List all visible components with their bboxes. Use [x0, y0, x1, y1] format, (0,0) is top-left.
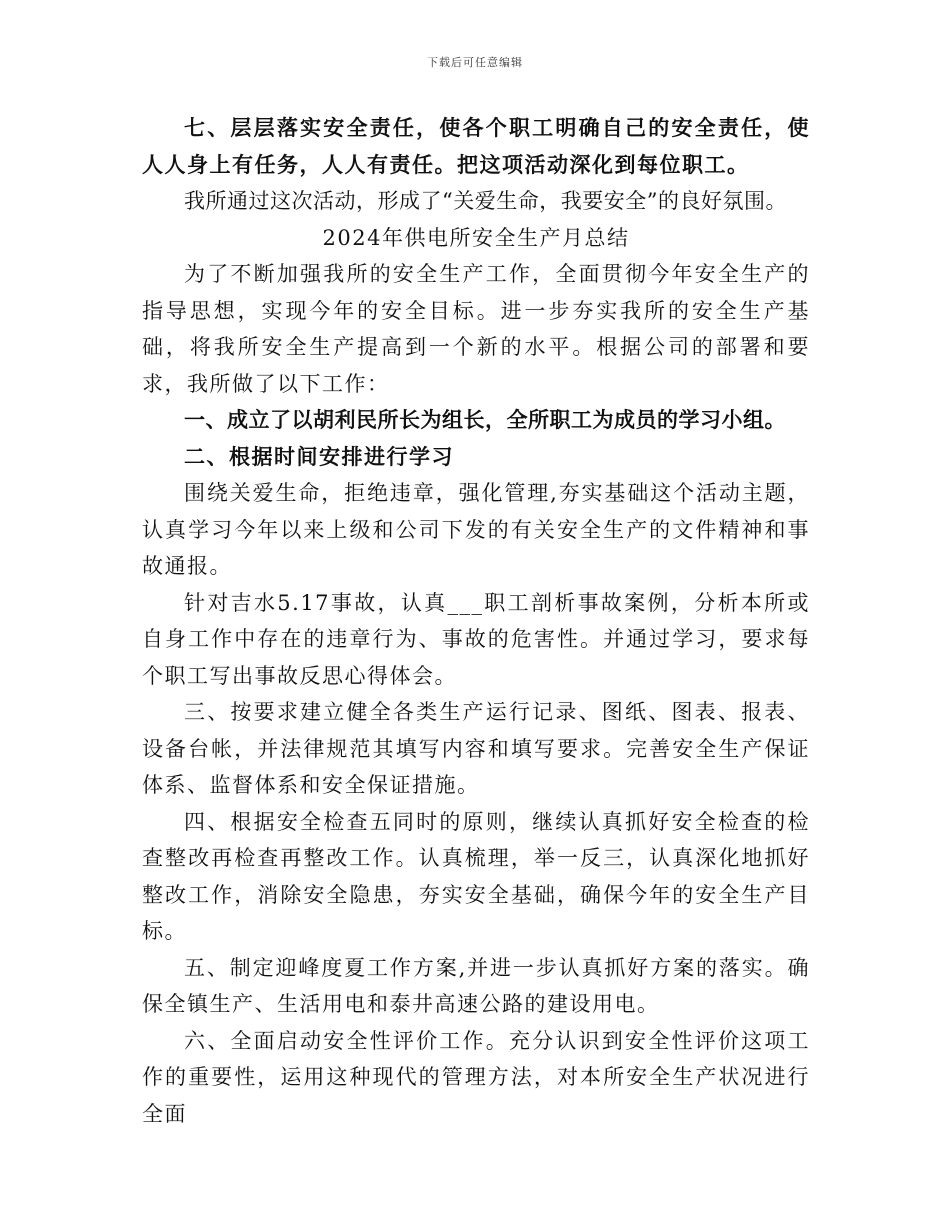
document-title: 2024年供电所安全生产月总结 — [322, 225, 630, 250]
study-theme-paragraph: 围绕关爱生命，拒绝违章，强化管理,夯实基础这个活动主题，认真学习今年以来上级和公司下发的有关安全生产的文件精神和事故通报。 — [142, 481, 810, 578]
section-six-paragraph: 六、全面启动安全性评价工作。充分认识到安全性评价这项工作的重要性，运用这种现代的管理方法，对本所安全生产状况进行全面 — [142, 1028, 810, 1126]
page-header-note: 下载后可任意编辑 — [427, 56, 523, 69]
accident-case-paragraph: 针对吉水5.17事故，认真___职工剖析事故案例，分析本所或自身工作中存在的违章行为、事故的危害性。并通过学习，要求每个职工写出事故反思心得体会。 — [142, 590, 810, 688]
section-four-paragraph: 四、根据安全检查五同时的原则，继续认真抓好安全检查的检查整改再检查再整改工作。认真梳理，举一反三，认真深化地抓好整改工作，消除安全隐患，夯实安全基础，确保今年的安全生产目标。 — [142, 809, 810, 943]
activity-outcome-paragraph: 我所通过这次活动，形成了“关爱生命，我要安全”的良好氛围。 — [184, 189, 787, 213]
section-seven-paragraph: 七、层层落实安全责任，使各个职工明确自己的安全责任，使人人身上有任务，人人有责任。把这项活动深化到每位职工。 — [142, 115, 810, 177]
section-one-heading: 一、成立了以胡利民所长为组长，全所职工为成员的学习小组。 — [184, 407, 786, 432]
section-five-paragraph: 五、制定迎峰度夏工作方案,并进一步认真抓好方案的落实。确保全镇生产、生活用电和泰井高速公路的建设用电。 — [142, 955, 810, 1016]
intro-paragraph: 为了不断加强我所的安全生产工作，全面贯彻今年安全生产的指导思想，实现今年的安全目标。进一步夯实我所的安全生产基础，将我所安全生产提高到一个新的水平。根据公司的部署和要求，我所做了以下工作： — [142, 262, 810, 396]
document-body — [142, 110, 810, 1132]
section-three-paragraph: 三、按要求建立健全各类生产运行记录、图纸、图表、报表、设备台帐，并法律规范其填写内容和填写要求。完善安全生产保证体系、监督体系和安全保证措施。 — [142, 700, 810, 797]
section-two-heading: 二、根据时间安排进行学习 — [184, 443, 454, 469]
